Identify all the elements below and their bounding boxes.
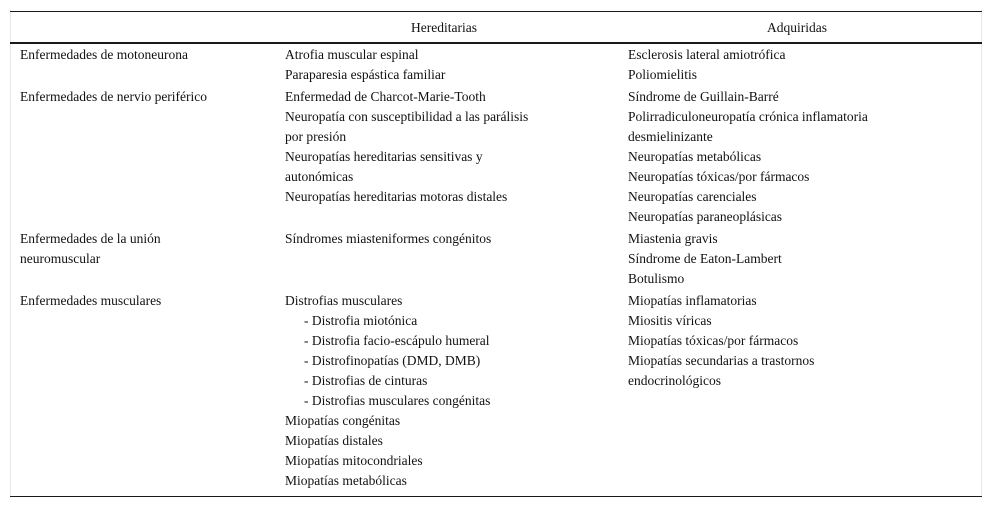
hereditary-subitem: - Distrofia facio-escápulo humeral bbox=[304, 333, 490, 348]
acquired-item: Neuropatías paraneoplásicas bbox=[628, 209, 783, 224]
acquired-item: Miopatías tóxicas/por fármacos bbox=[628, 333, 799, 348]
acquired-item: Poliomielitis bbox=[628, 67, 698, 82]
hereditary-item: autonómicas bbox=[285, 169, 354, 184]
hereditary-item: Atrofia muscular espinal bbox=[285, 47, 419, 62]
table-header-rule bbox=[10, 42, 982, 44]
hereditary-item: Distrofias musculares bbox=[285, 293, 403, 308]
category-line: Enfermedades de la unión bbox=[20, 231, 161, 246]
header-hereditary: Hereditarias bbox=[411, 20, 477, 35]
acquired-cell bbox=[628, 291, 928, 391]
hereditary-item: Enfermedad de Charcot-Marie-Tooth bbox=[285, 89, 486, 104]
table-top-rule bbox=[10, 11, 982, 12]
acquired-item: Miositis víricas bbox=[628, 313, 712, 328]
hereditary-item: Neuropatía con susceptibilidad a las parálisis bbox=[285, 109, 529, 124]
acquired-item: Neuropatías metabólicas bbox=[628, 149, 762, 164]
hereditary-item: Miopatías distales bbox=[285, 433, 383, 448]
hereditary-subitem: - Distrofias de cinturas bbox=[304, 373, 428, 388]
hereditary-cell bbox=[285, 229, 585, 249]
hereditary-subitem: - Distrofia miotónica bbox=[304, 313, 418, 328]
acquired-item: desmielinizante bbox=[628, 129, 713, 144]
hereditary-item: Paraparesia espástica familiar bbox=[285, 67, 446, 82]
hereditary-subitem: - Distrofinopatías (DMD, DMB) bbox=[304, 353, 481, 368]
acquired-item: Neuropatías tóxicas/por fármacos bbox=[628, 169, 810, 184]
category-line: Enfermedades de nervio periférico bbox=[20, 89, 208, 104]
hereditary-item: Neuropatías hereditarias motoras distales bbox=[285, 189, 508, 204]
acquired-item: endocrinológicos bbox=[628, 373, 721, 388]
row-category bbox=[20, 291, 270, 311]
acquired-item: Botulismo bbox=[628, 271, 685, 286]
row-category bbox=[20, 87, 270, 107]
hereditary-cell bbox=[285, 45, 585, 85]
hereditary-item: Síndromes miasteniformes congénitos bbox=[285, 231, 492, 246]
acquired-item: Polirradiculoneuropatía crónica inflamatoria bbox=[628, 109, 868, 124]
hereditary-item: Miopatías metabólicas bbox=[285, 473, 407, 488]
acquired-cell bbox=[628, 87, 928, 227]
hereditary-item: Miopatías mitocondriales bbox=[285, 453, 423, 468]
acquired-item: Miopatías inflamatorias bbox=[628, 293, 757, 308]
acquired-item: Síndrome de Eaton-Lambert bbox=[628, 251, 782, 266]
category-line: neuromuscular bbox=[20, 251, 101, 266]
hereditary-cell bbox=[285, 87, 585, 207]
hereditary-item: por presión bbox=[285, 129, 347, 144]
table-bottom-rule bbox=[10, 496, 982, 497]
acquired-item: Miastenia gravis bbox=[628, 231, 718, 246]
acquired-cell bbox=[628, 45, 928, 85]
hereditary-item: Neuropatías hereditarias sensitivas y bbox=[285, 149, 483, 164]
acquired-cell bbox=[628, 229, 928, 289]
acquired-item: Neuropatías carenciales bbox=[628, 189, 757, 204]
acquired-item: Miopatías secundarias a trastornos bbox=[628, 353, 815, 368]
category-line: Enfermedades musculares bbox=[20, 293, 162, 308]
category-line: Enfermedades de motoneurona bbox=[20, 47, 188, 62]
acquired-item: Esclerosis lateral amiotrófica bbox=[628, 47, 786, 62]
header-acquired: Adquiridas bbox=[767, 20, 827, 35]
hereditary-cell bbox=[285, 291, 585, 491]
row-category bbox=[20, 45, 270, 65]
row-category bbox=[20, 229, 270, 269]
acquired-item: Síndrome de Guillain-Barré bbox=[628, 89, 779, 104]
hereditary-item: Miopatías congénitas bbox=[285, 413, 401, 428]
hereditary-subitem: - Distrofias musculares congénitas bbox=[304, 393, 491, 408]
